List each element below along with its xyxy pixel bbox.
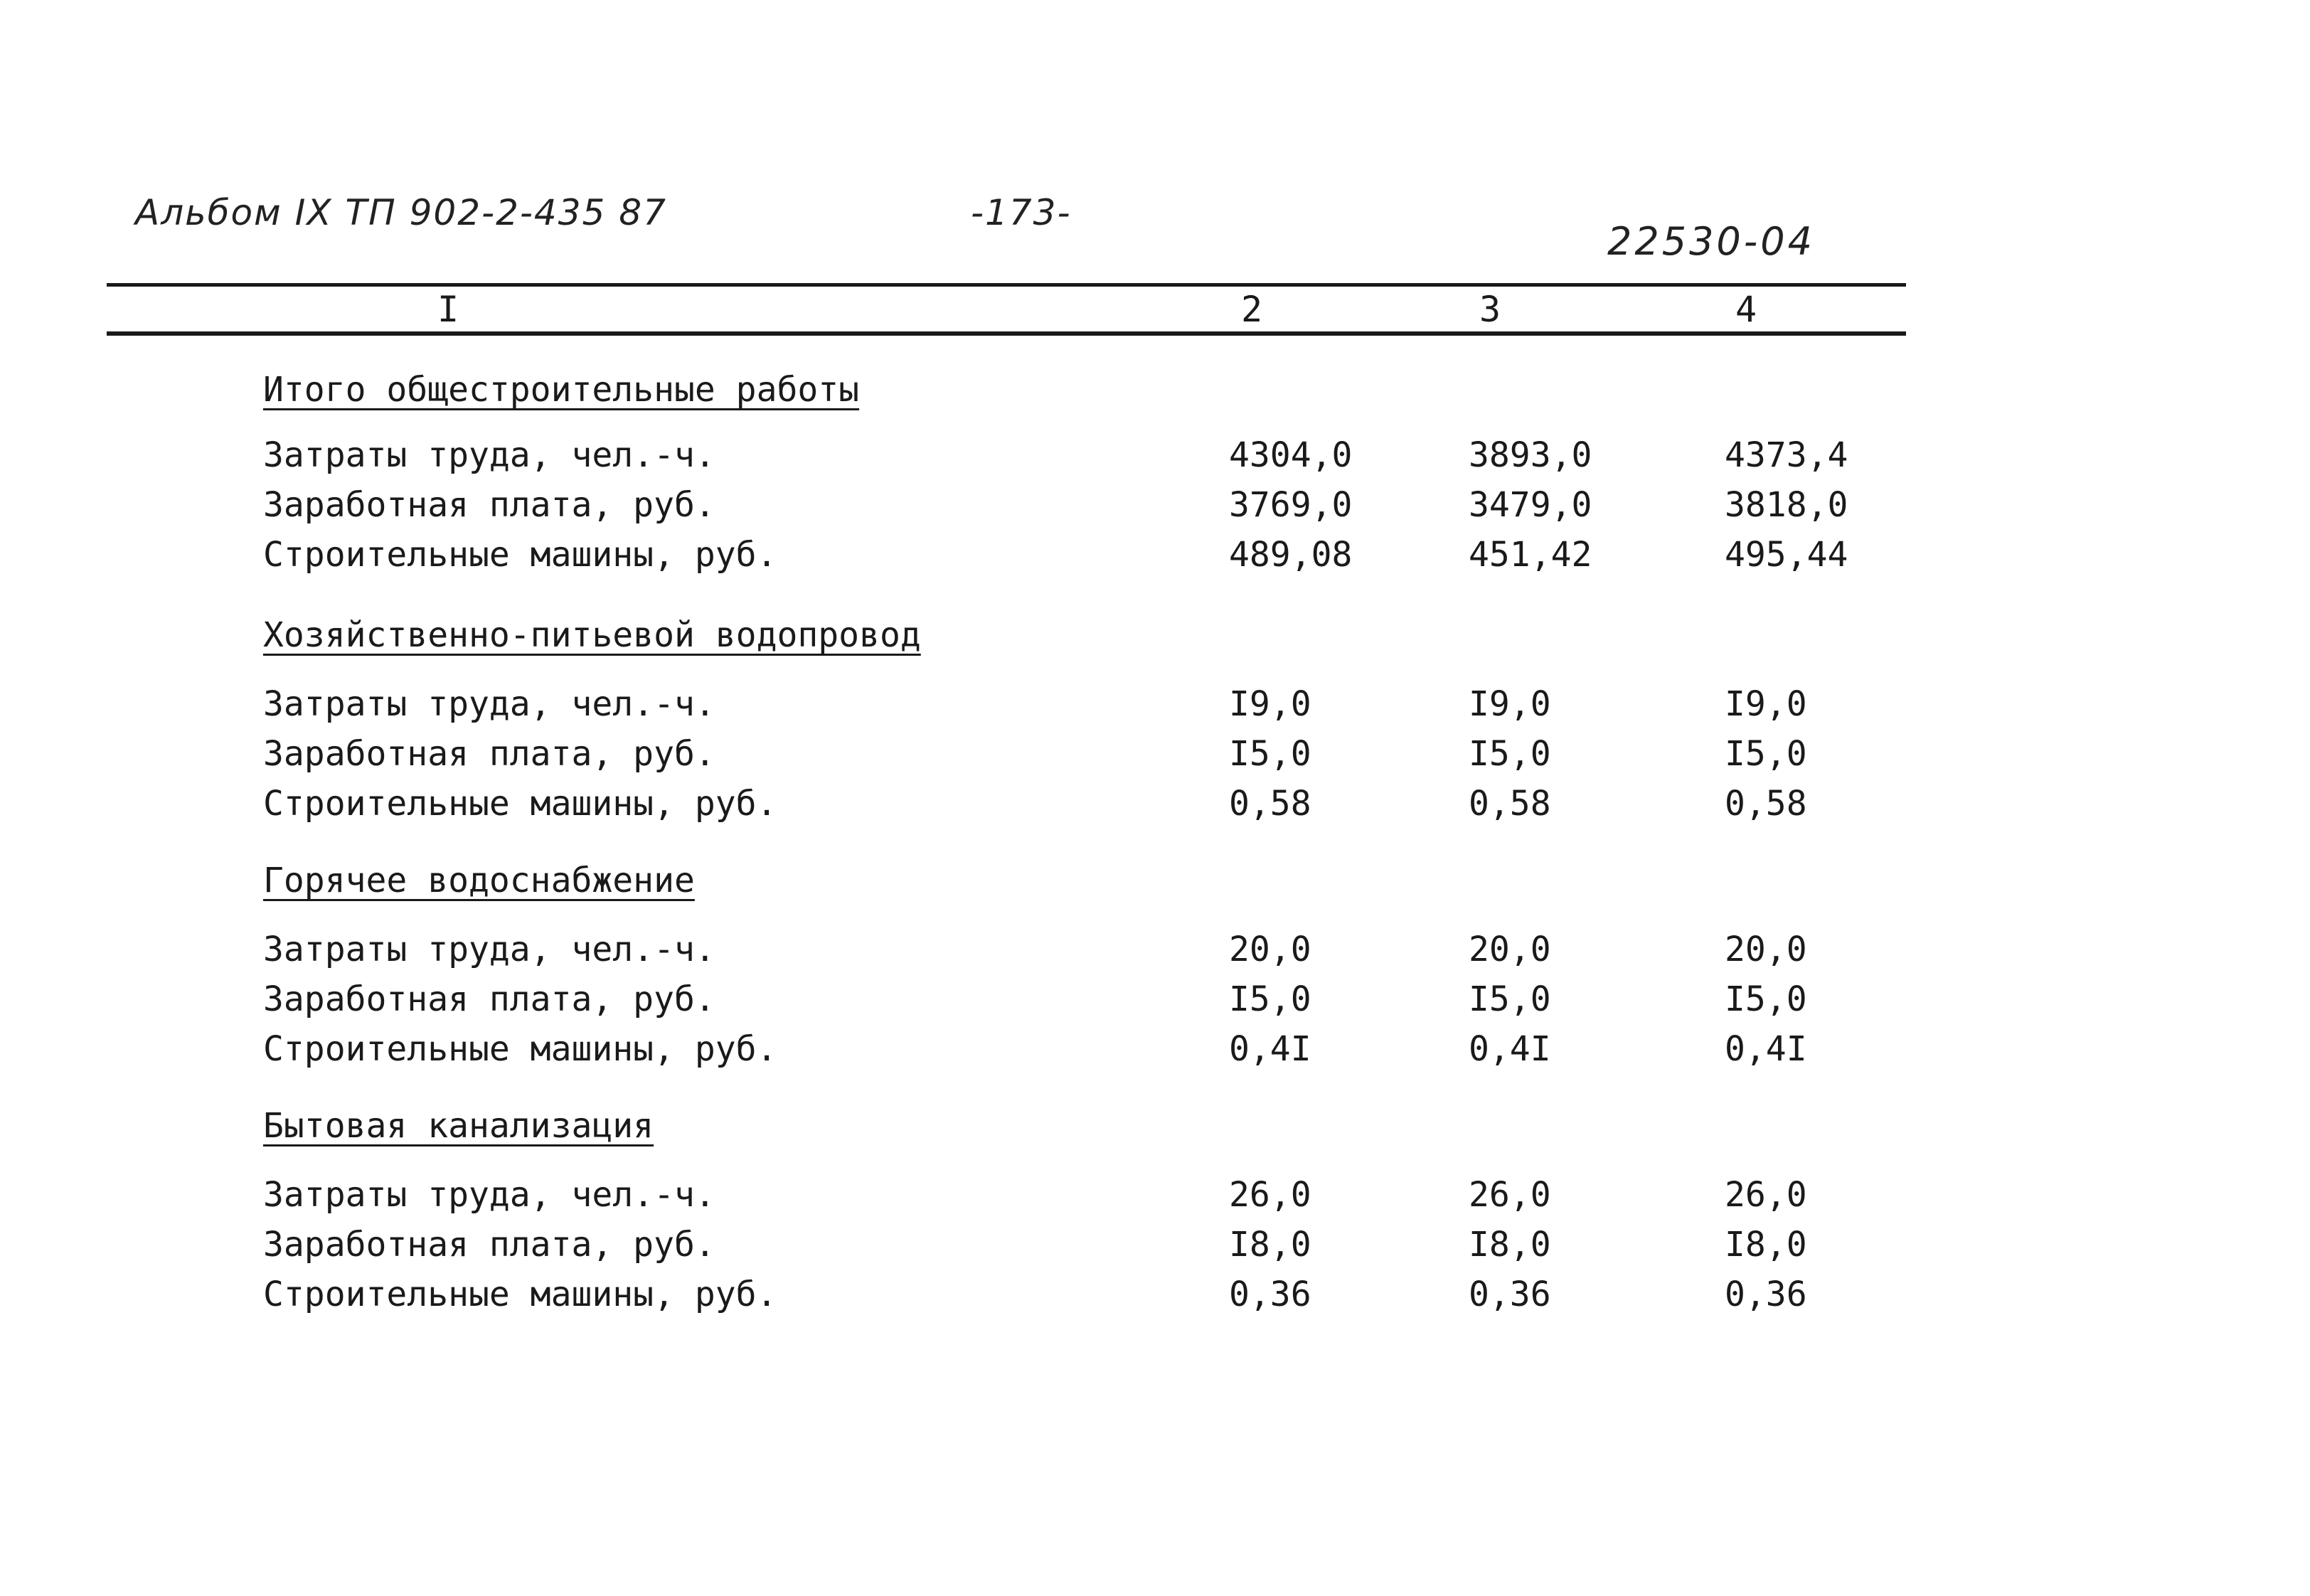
cell-col-4: 0,36 bbox=[1725, 1275, 1807, 1314]
section-title: Хозяйственно-питьевой водопровод bbox=[263, 615, 921, 655]
cell-col-2: 0,36 bbox=[1229, 1275, 1311, 1314]
album-reference: Альбом IX ТП 902-2-435 87 bbox=[135, 192, 667, 233]
row-label: Строительные машины, руб. bbox=[263, 784, 777, 824]
table-row bbox=[263, 1170, 1899, 1220]
cell-col-4: I5,0 bbox=[1725, 734, 1807, 774]
cell-col-3: I8,0 bbox=[1469, 1225, 1551, 1265]
cell-col-4: I9,0 bbox=[1725, 684, 1807, 724]
row-label: Затраты труда, чел.-ч. bbox=[263, 930, 715, 969]
cell-col-3: 20,0 bbox=[1469, 930, 1551, 969]
table-row bbox=[263, 1024, 1899, 1074]
cell-col-2: 0,58 bbox=[1229, 784, 1311, 824]
table-top-rule bbox=[107, 283, 1906, 287]
row-label: Заработная плата, руб. bbox=[263, 485, 715, 525]
table-row bbox=[263, 974, 1899, 1024]
row-label: Заработная плата, руб. bbox=[263, 979, 715, 1019]
column-header-2: 2 bbox=[1240, 289, 1263, 330]
table-row bbox=[263, 1220, 1899, 1270]
cell-col-3: 0,4I bbox=[1469, 1029, 1551, 1069]
cell-col-2: 20,0 bbox=[1229, 930, 1311, 969]
table-row bbox=[263, 480, 1899, 530]
table-header-rule bbox=[107, 331, 1906, 336]
cell-col-2: I5,0 bbox=[1229, 734, 1311, 774]
cell-col-2: I5,0 bbox=[1229, 979, 1311, 1019]
cell-col-2: I9,0 bbox=[1229, 684, 1311, 724]
section-title: Бытовая канализация bbox=[263, 1106, 654, 1146]
table-row bbox=[263, 1270, 1899, 1319]
cell-col-3: I5,0 bbox=[1469, 734, 1551, 774]
cell-col-4: 26,0 bbox=[1725, 1175, 1807, 1215]
cell-col-3: 26,0 bbox=[1469, 1175, 1551, 1215]
row-label: Строительные машины, руб. bbox=[263, 535, 777, 575]
cell-col-4: 495,44 bbox=[1725, 535, 1848, 575]
cell-col-3: 3479,0 bbox=[1469, 485, 1592, 525]
row-label: Затраты труда, чел.-ч. bbox=[263, 1175, 715, 1215]
row-label: Заработная плата, руб. bbox=[263, 734, 715, 774]
row-label: Строительные машины, руб. bbox=[263, 1029, 777, 1069]
cell-col-2: 0,4I bbox=[1229, 1029, 1311, 1069]
table-row bbox=[263, 430, 1899, 480]
table-row bbox=[263, 729, 1899, 779]
column-header-4: 4 bbox=[1735, 289, 1757, 330]
cell-col-4: 0,4I bbox=[1725, 1029, 1807, 1069]
table-row bbox=[263, 779, 1899, 829]
page-number: -173- bbox=[971, 192, 1072, 233]
column-header-3: 3 bbox=[1479, 289, 1501, 330]
cell-col-4: 3818,0 bbox=[1725, 485, 1848, 525]
row-label: Затраты труда, чел.-ч. bbox=[263, 684, 715, 724]
cell-col-4: 20,0 bbox=[1725, 930, 1807, 969]
cell-col-2: 3769,0 bbox=[1229, 485, 1353, 525]
cell-col-3: I9,0 bbox=[1469, 684, 1551, 724]
cell-col-4: 0,58 bbox=[1725, 784, 1807, 824]
cell-col-4: 4373,4 bbox=[1725, 435, 1848, 475]
row-label: Заработная плата, руб. bbox=[263, 1225, 715, 1265]
row-label: Затраты труда, чел.-ч. bbox=[263, 435, 715, 475]
cell-col-3: 0,58 bbox=[1469, 784, 1551, 824]
cell-col-2: 4304,0 bbox=[1229, 435, 1353, 475]
cell-col-3: 0,36 bbox=[1469, 1275, 1551, 1314]
table-row bbox=[263, 679, 1899, 729]
section-title: Горячее водоснабжение bbox=[263, 861, 695, 900]
cell-col-2: 26,0 bbox=[1229, 1175, 1311, 1215]
row-label: Строительные машины, руб. bbox=[263, 1275, 777, 1314]
cell-col-3: I5,0 bbox=[1469, 979, 1551, 1019]
table-row bbox=[263, 925, 1899, 974]
cell-col-2: 489,08 bbox=[1229, 535, 1353, 575]
column-header-1: I bbox=[437, 289, 459, 330]
cell-col-3: 451,42 bbox=[1469, 535, 1592, 575]
cell-col-4: I5,0 bbox=[1725, 979, 1807, 1019]
section-title: Итого общестроительные работы bbox=[263, 370, 860, 410]
table-row bbox=[263, 530, 1899, 580]
cell-col-2: I8,0 bbox=[1229, 1225, 1311, 1265]
cell-col-3: 3893,0 bbox=[1469, 435, 1592, 475]
document-number: 22530-04 bbox=[1607, 219, 1815, 264]
cell-col-4: I8,0 bbox=[1725, 1225, 1807, 1265]
